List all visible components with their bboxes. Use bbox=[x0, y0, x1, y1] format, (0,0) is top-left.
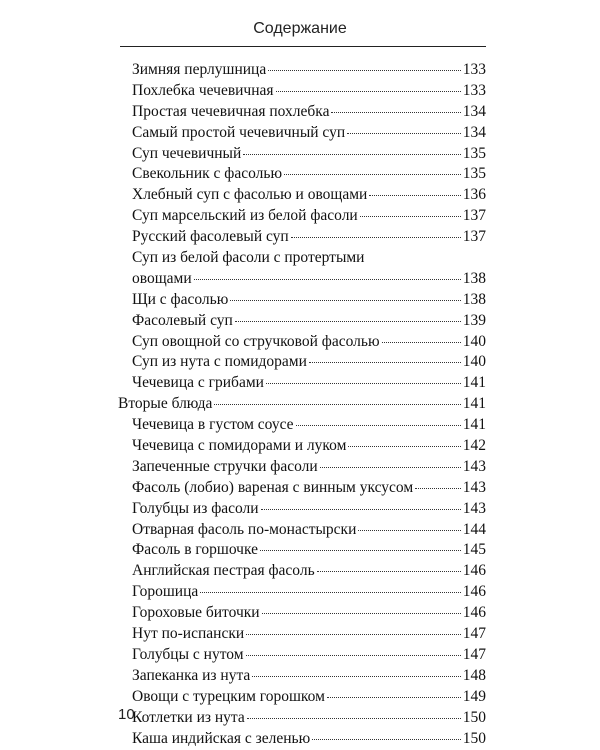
dot-leader bbox=[268, 70, 461, 71]
toc-entry[interactable] bbox=[118, 645, 486, 666]
toc-entry[interactable] bbox=[118, 60, 486, 81]
toc-entry[interactable] bbox=[118, 373, 486, 394]
toc-entry[interactable] bbox=[118, 729, 486, 750]
toc-entry-title: Запеченные стручки фасоли bbox=[132, 457, 318, 475]
dot-leader bbox=[200, 592, 460, 593]
toc-entry[interactable] bbox=[118, 290, 486, 311]
toc-entry-page: 145 bbox=[462, 541, 486, 559]
toc-entry-title: Простая чечевичная похлебка bbox=[132, 102, 330, 120]
toc-entry-title: Щи с фасолью bbox=[132, 290, 229, 308]
dot-leader bbox=[284, 174, 461, 175]
dot-leader bbox=[369, 195, 460, 196]
header-rule bbox=[120, 46, 486, 47]
toc-entry-title-line2: овощами bbox=[132, 269, 192, 287]
toc-entry-title: Английская пестрая фасоль bbox=[132, 562, 315, 580]
toc-entry-page: 146 bbox=[462, 604, 486, 622]
dot-leader bbox=[348, 446, 460, 447]
toc-entry[interactable] bbox=[118, 499, 486, 520]
toc-entry[interactable] bbox=[118, 123, 486, 144]
toc-entry-title: Свекольник с фасолью bbox=[132, 165, 283, 183]
toc-entry-title: Котлетки из нута bbox=[132, 708, 245, 726]
toc-entry-page: 143 bbox=[462, 478, 486, 496]
dot-leader bbox=[317, 571, 461, 572]
toc-entry-title: Гороховые биточки bbox=[132, 604, 260, 622]
toc-entry[interactable] bbox=[118, 603, 486, 624]
toc-entry[interactable] bbox=[118, 540, 486, 561]
toc-entry[interactable] bbox=[118, 206, 486, 227]
dot-leader bbox=[246, 634, 461, 635]
toc-entry[interactable] bbox=[118, 144, 486, 165]
toc-entry-page: 150 bbox=[462, 708, 486, 726]
toc-entry[interactable] bbox=[118, 561, 486, 582]
toc-entry[interactable] bbox=[118, 624, 486, 645]
dot-leader bbox=[331, 112, 460, 113]
dot-leader bbox=[358, 530, 460, 531]
toc-entry-page: 143 bbox=[462, 499, 486, 517]
dot-leader bbox=[260, 550, 461, 551]
toc-entry-page: 146 bbox=[462, 583, 486, 601]
toc-entry-page: 133 bbox=[462, 61, 486, 78]
toc-entry-page: 134 bbox=[462, 102, 486, 120]
toc-entry-page: 141 bbox=[462, 374, 486, 392]
toc-entry-title: Похлебка чечевичная bbox=[132, 81, 274, 99]
toc-entry-page: 144 bbox=[462, 520, 486, 538]
toc-entry-title: Чечевица с грибами bbox=[132, 374, 264, 392]
toc-entry-page: 141 bbox=[462, 416, 486, 434]
dot-leader bbox=[246, 655, 461, 656]
toc-entry-title: Самый простой чечевичный суп bbox=[132, 123, 346, 141]
toc-entry-title: Хлебный суп с фасолью и овощами bbox=[132, 186, 368, 204]
toc-entry-page: 137 bbox=[462, 228, 486, 246]
toc-entry[interactable] bbox=[118, 311, 486, 332]
toc-entry-title: Каша индийская с зеленью bbox=[132, 729, 311, 747]
toc-entry-page: 135 bbox=[462, 144, 486, 162]
dot-leader bbox=[327, 697, 461, 698]
dot-leader bbox=[214, 404, 460, 405]
toc-entry-title: Нут по-испански bbox=[132, 625, 245, 643]
toc-entry[interactable] bbox=[118, 520, 486, 541]
toc-entry[interactable] bbox=[118, 81, 486, 102]
toc-entry-title: Голубцы с нутом bbox=[132, 645, 244, 663]
toc-entry[interactable] bbox=[118, 352, 486, 373]
dot-leader bbox=[243, 154, 461, 155]
dot-leader bbox=[262, 613, 461, 614]
toc-entry-page: 140 bbox=[462, 332, 486, 350]
table-of-contents bbox=[118, 60, 486, 749]
dot-leader bbox=[360, 216, 461, 217]
toc-entry-page: 149 bbox=[462, 687, 486, 705]
toc-entry[interactable] bbox=[118, 687, 486, 708]
toc-entry-page: 139 bbox=[462, 311, 486, 329]
toc-entry-page: 147 bbox=[462, 625, 486, 643]
toc-entry-title-line1: Суп из белой фасоли с протертыми bbox=[132, 249, 365, 267]
dot-leader bbox=[266, 383, 461, 384]
toc-entry-title: Фасоль (лобио) вареная с винным уксусом bbox=[132, 478, 414, 496]
toc-entry-title: Овощи с турецким горошком bbox=[132, 687, 325, 705]
toc-entry-page: 141 bbox=[462, 395, 486, 413]
dot-leader bbox=[309, 362, 461, 363]
toc-entry[interactable] bbox=[118, 227, 486, 248]
toc-entry-title: Суп чечевичный bbox=[132, 144, 242, 162]
toc-entry-page: 137 bbox=[462, 207, 486, 225]
toc-entry[interactable] bbox=[118, 415, 486, 436]
toc-entry-page: 138 bbox=[462, 290, 486, 308]
toc-entry[interactable] bbox=[118, 436, 486, 457]
dot-leader bbox=[312, 739, 461, 740]
toc-entry[interactable] bbox=[118, 666, 486, 687]
toc-entry[interactable] bbox=[118, 582, 486, 603]
toc-entry-title: Суп из нута с помидорами bbox=[132, 353, 307, 371]
toc-entry-page: 134 bbox=[462, 123, 486, 141]
toc-entry[interactable] bbox=[118, 478, 486, 499]
toc-entry-page: 136 bbox=[462, 186, 486, 204]
toc-entry-title: Отварная фасоль по-монастырски bbox=[132, 520, 357, 538]
dot-leader bbox=[194, 279, 461, 280]
toc-entry-page: 147 bbox=[462, 645, 486, 663]
dot-leader bbox=[247, 718, 461, 719]
toc-entry-page: 150 bbox=[462, 729, 486, 747]
dot-leader bbox=[296, 425, 461, 426]
toc-entry-page: 133 bbox=[462, 81, 486, 99]
dot-leader bbox=[415, 488, 461, 489]
toc-entry-multiline[interactable] bbox=[118, 248, 486, 290]
toc-entry-page: 143 bbox=[462, 457, 486, 475]
dot-leader bbox=[382, 342, 461, 343]
toc-entry-title: Суп марсельский из белой фасоли bbox=[132, 207, 358, 225]
toc-entry-page: 138 bbox=[462, 269, 486, 287]
dot-leader bbox=[252, 676, 460, 677]
toc-section-heading[interactable] bbox=[118, 394, 486, 415]
toc-entry-title: Горошица bbox=[132, 583, 199, 601]
toc-entry-title: Чечевица в густом соусе bbox=[132, 416, 294, 434]
page-number: 10 bbox=[118, 706, 135, 723]
toc-entry-title: Голубцы из фасоли bbox=[132, 499, 259, 517]
dot-leader bbox=[347, 133, 461, 134]
dot-leader bbox=[276, 91, 461, 92]
dot-leader bbox=[230, 300, 460, 301]
toc-entry-page: 148 bbox=[462, 666, 486, 684]
toc-entry-title: Зимняя перлушница bbox=[132, 61, 267, 78]
toc-entry[interactable] bbox=[118, 185, 486, 206]
toc-entry-title: Фасолевый суп bbox=[132, 311, 233, 329]
toc-entry[interactable] bbox=[118, 102, 486, 123]
dot-leader bbox=[261, 509, 461, 510]
toc-entry-title: Чечевица с помидорами и луком bbox=[132, 437, 347, 455]
toc-entry-page: 135 bbox=[462, 165, 486, 183]
toc-entry[interactable] bbox=[118, 332, 486, 353]
toc-entry[interactable] bbox=[118, 708, 486, 729]
toc-entry-title: Суп овощной со стручковой фасолью bbox=[132, 332, 380, 350]
page-header-title: Содержание bbox=[253, 20, 347, 37]
toc-entry-title: Русский фасолевый суп bbox=[132, 228, 289, 246]
toc-entry-title: Запеканка из нута bbox=[132, 666, 251, 684]
dot-leader bbox=[291, 237, 461, 238]
toc-entry[interactable] bbox=[118, 164, 486, 185]
dot-leader bbox=[235, 321, 461, 322]
toc-section-title: Вторые блюда bbox=[118, 395, 213, 413]
toc-entry[interactable] bbox=[118, 457, 486, 478]
dot-leader bbox=[320, 467, 461, 468]
toc-entry-page: 140 bbox=[462, 353, 486, 371]
toc-entry-title: Фасоль в горшочке bbox=[132, 541, 258, 559]
toc-entry-page: 142 bbox=[462, 437, 486, 455]
toc-entry-page: 146 bbox=[462, 562, 486, 580]
